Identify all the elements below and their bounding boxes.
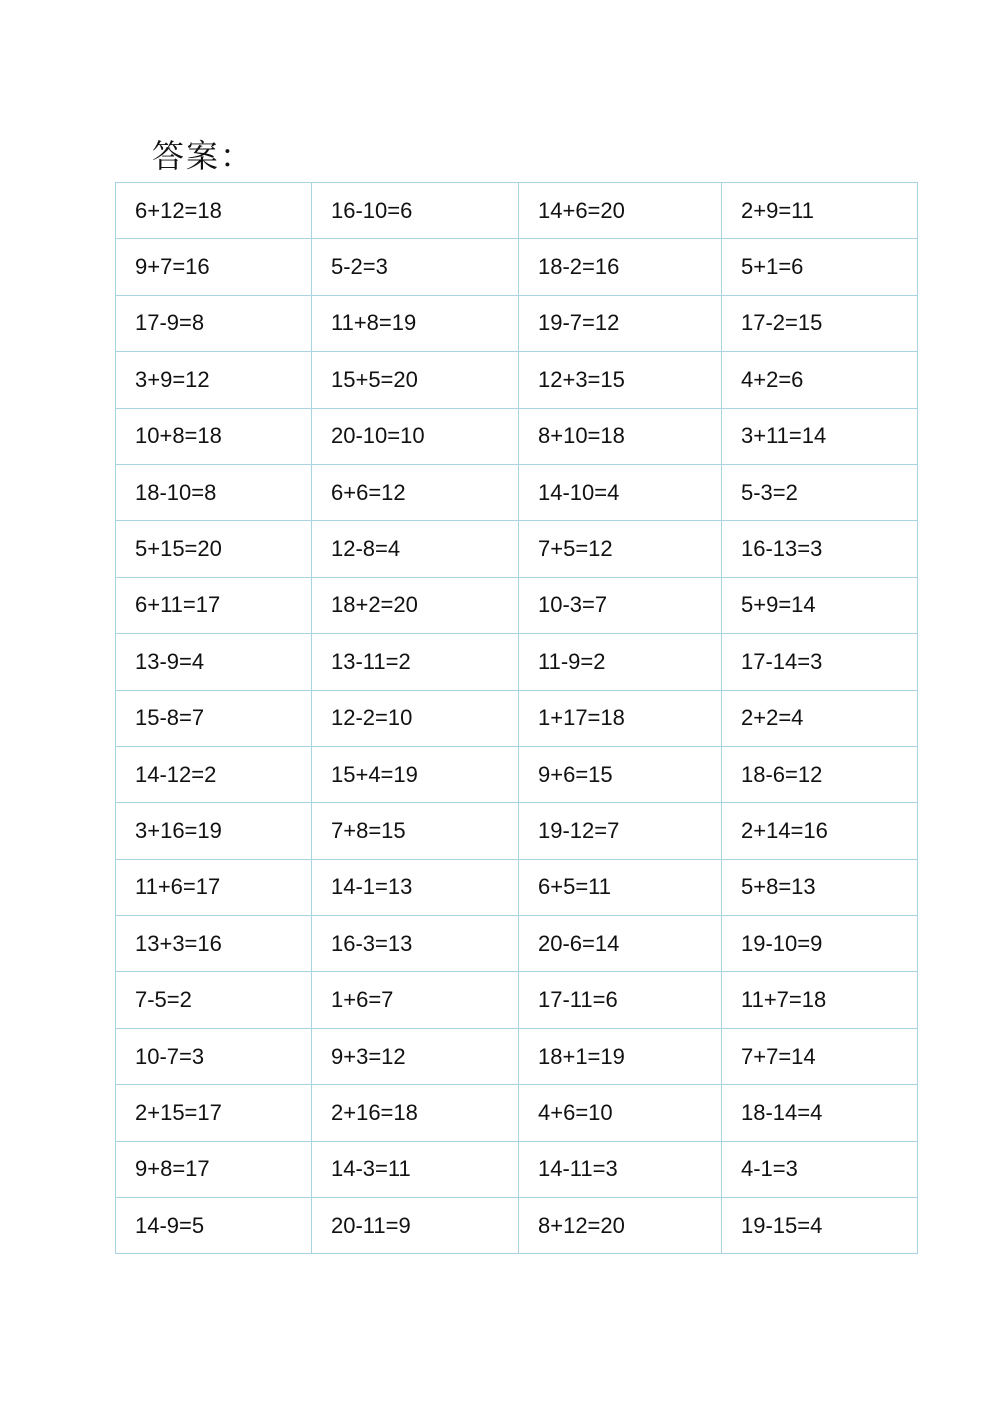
- table-row: [116, 1198, 918, 1254]
- answer-cell: 18+2=20: [312, 577, 519, 633]
- answer-cell: 2+9=11: [722, 183, 918, 239]
- answer-cell: 14-1=13: [312, 859, 519, 915]
- answer-cell: 2+16=18: [312, 1085, 519, 1141]
- answer-cell: 5-3=2: [722, 464, 918, 520]
- answer-cell: 5+1=6: [722, 239, 918, 295]
- answer-cell: 9+8=17: [116, 1141, 312, 1197]
- table-row: [116, 295, 918, 351]
- answer-cell: 13-9=4: [116, 634, 312, 690]
- answer-cell: 11+6=17: [116, 859, 312, 915]
- answer-table-body: [116, 183, 918, 1254]
- answer-cell: 8+12=20: [519, 1198, 722, 1254]
- answer-cell: 6+11=17: [116, 577, 312, 633]
- table-row: [116, 352, 918, 408]
- table-row: [116, 634, 918, 690]
- answer-cell: 18-10=8: [116, 464, 312, 520]
- answer-cell: 20-11=9: [312, 1198, 519, 1254]
- answer-cell: 20-10=10: [312, 408, 519, 464]
- answer-cell: 14-10=4: [519, 464, 722, 520]
- answer-cell: 14-9=5: [116, 1198, 312, 1254]
- answer-cell: 15-8=7: [116, 690, 312, 746]
- table-row: [116, 1085, 918, 1141]
- table-row: [116, 1141, 918, 1197]
- table-row: [116, 1028, 918, 1084]
- answer-cell: 10+8=18: [116, 408, 312, 464]
- answer-cell: 2+2=4: [722, 690, 918, 746]
- answer-cell: 7+5=12: [519, 521, 722, 577]
- answer-cell: 10-3=7: [519, 577, 722, 633]
- table-row: [116, 183, 918, 239]
- table-row: [116, 464, 918, 520]
- answer-cell: 13+3=16: [116, 916, 312, 972]
- answer-cell: 9+6=15: [519, 746, 722, 802]
- answer-cell: 3+16=19: [116, 803, 312, 859]
- answer-cell: 7+7=14: [722, 1028, 918, 1084]
- table-row: [116, 690, 918, 746]
- answer-cell: 19-7=12: [519, 295, 722, 351]
- answer-cell: 2+15=17: [116, 1085, 312, 1141]
- table-row: [116, 521, 918, 577]
- answer-cell: 12-2=10: [312, 690, 519, 746]
- answer-cell: 3+9=12: [116, 352, 312, 408]
- answer-cell: 16-10=6: [312, 183, 519, 239]
- table-row: [116, 408, 918, 464]
- answer-cell: 19-15=4: [722, 1198, 918, 1254]
- answer-cell: 11+7=18: [722, 972, 918, 1028]
- answer-cell: 6+5=11: [519, 859, 722, 915]
- answer-cell: 1+6=7: [312, 972, 519, 1028]
- answer-cell: 14-3=11: [312, 1141, 519, 1197]
- answer-cell: 5+8=13: [722, 859, 918, 915]
- answer-cell: 14-12=2: [116, 746, 312, 802]
- answer-cell: 17-11=6: [519, 972, 722, 1028]
- answer-cell: 5+9=14: [722, 577, 918, 633]
- answer-cell: 6+12=18: [116, 183, 312, 239]
- table-row: [116, 972, 918, 1028]
- answer-cell: 8+10=18: [519, 408, 722, 464]
- answer-cell: 14+6=20: [519, 183, 722, 239]
- page-title: 答案：: [152, 137, 255, 175]
- table-row: [116, 859, 918, 915]
- answer-cell: 9+7=16: [116, 239, 312, 295]
- answer-cell: 9+3=12: [312, 1028, 519, 1084]
- table-row: [116, 239, 918, 295]
- table-row: [116, 577, 918, 633]
- table-row: [116, 746, 918, 802]
- answer-cell: 18-6=12: [722, 746, 918, 802]
- answer-cell: 4+6=10: [519, 1085, 722, 1141]
- answer-cell: 17-2=15: [722, 295, 918, 351]
- answer-cell: 16-3=13: [312, 916, 519, 972]
- answer-cell: 15+4=19: [312, 746, 519, 802]
- answer-cell: 4+2=6: [722, 352, 918, 408]
- answer-cell: 19-12=7: [519, 803, 722, 859]
- answer-cell: 11-9=2: [519, 634, 722, 690]
- answer-cell: 12-8=4: [312, 521, 519, 577]
- answer-cell: 3+11=14: [722, 408, 918, 464]
- answer-cell: 5+15=20: [116, 521, 312, 577]
- answer-cell: 7-5=2: [116, 972, 312, 1028]
- answer-cell: 16-13=3: [722, 521, 918, 577]
- answer-cell: 18-14=4: [722, 1085, 918, 1141]
- answer-cell: 18-2=16: [519, 239, 722, 295]
- answer-cell: 4-1=3: [722, 1141, 918, 1197]
- answer-cell: 19-10=9: [722, 916, 918, 972]
- answer-cell: 14-11=3: [519, 1141, 722, 1197]
- answer-cell: 11+8=19: [312, 295, 519, 351]
- answer-cell: 17-14=3: [722, 634, 918, 690]
- answer-cell: 15+5=20: [312, 352, 519, 408]
- table-row: [116, 916, 918, 972]
- answer-cell: 17-9=8: [116, 295, 312, 351]
- answer-cell: 1+17=18: [519, 690, 722, 746]
- answer-cell: 18+1=19: [519, 1028, 722, 1084]
- answer-cell: 13-11=2: [312, 634, 519, 690]
- table-row: [116, 803, 918, 859]
- answer-cell: 10-7=3: [116, 1028, 312, 1084]
- answer-cell: 6+6=12: [312, 464, 519, 520]
- answer-table: [115, 182, 918, 1254]
- answer-cell: 5-2=3: [312, 239, 519, 295]
- answer-cell: 20-6=14: [519, 916, 722, 972]
- answer-cell: 12+3=15: [519, 352, 722, 408]
- answer-cell: 2+14=16: [722, 803, 918, 859]
- answer-cell: 7+8=15: [312, 803, 519, 859]
